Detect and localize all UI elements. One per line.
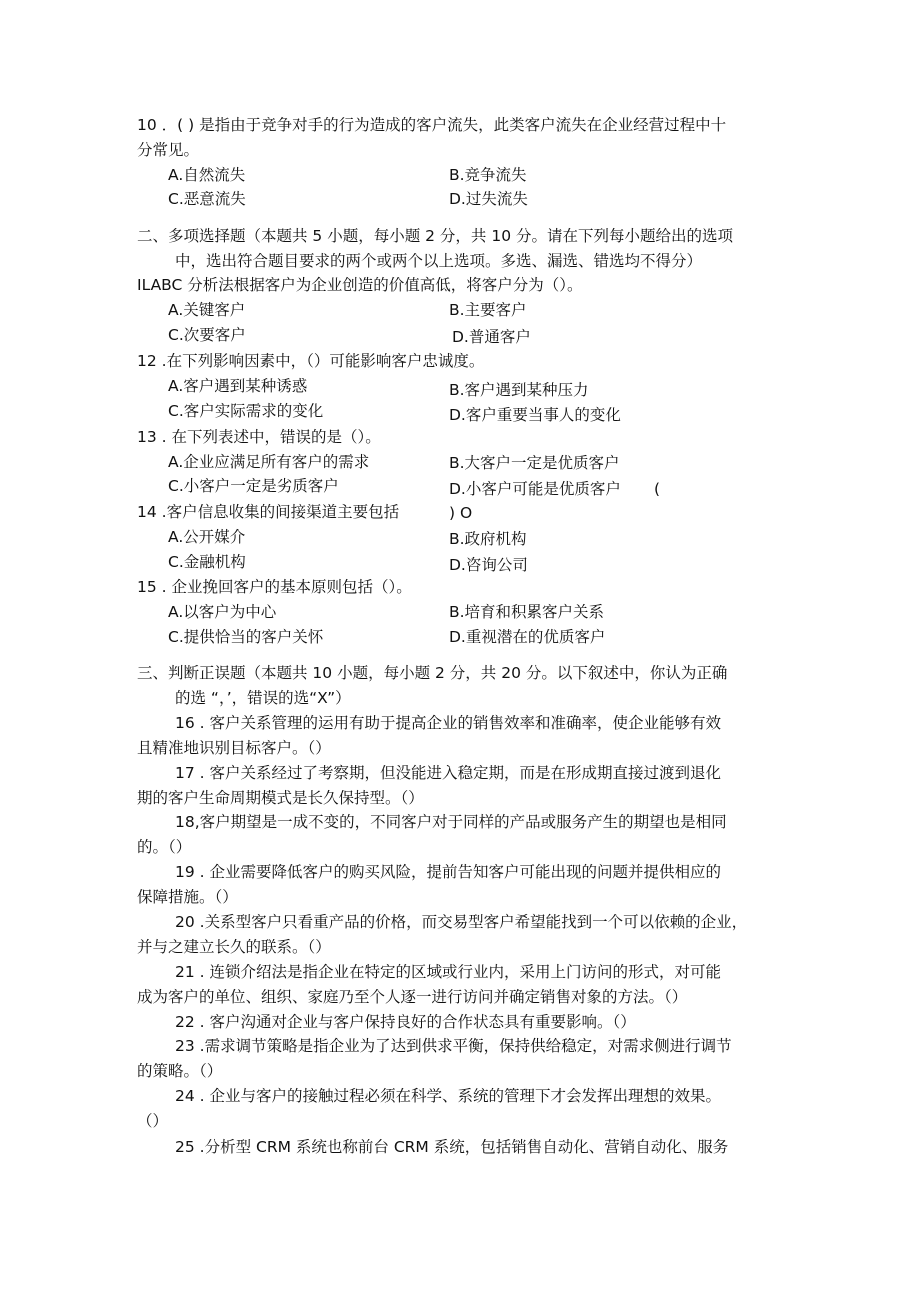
q15-option-d: D.重视潜在的优质客户 — [449, 628, 606, 646]
q15-option-a: A.以客户为中心 — [168, 603, 277, 621]
q10-option-d: D.过失流失 — [449, 190, 528, 208]
q12-option-d: D.客户重要当事人的变化 — [449, 406, 621, 424]
answer-paren-open: ( — [654, 480, 661, 498]
q18-line1: 18,客户期望是一成不变的，不同客户对于同样的产品或服务产生的期望也是相同 — [175, 813, 727, 831]
q10-line1: 10 ．( ) 是指由于竞争对手的行为造成的客户流失，此类客户流失在企业经营过程中十 — [137, 116, 727, 134]
q18-line2: 的。（） — [137, 838, 192, 856]
q14-option-c: C.金融机构 — [168, 553, 246, 571]
q14-stem: 14 .客户信息收集的间接渠道主要包括 — [137, 503, 400, 521]
q12-option-c: C.客户实际需求的变化 — [168, 402, 324, 420]
answer-paren-close: ) O — [449, 504, 473, 522]
q23-line1: 23 .需求调节策略是指企业为了达到供求平衡，保持供给稳定，对需求侧进行调节 — [175, 1037, 732, 1055]
q10-option-c: C.恶意流失 — [168, 190, 246, 208]
q14-option-a: A.公开媒介 — [168, 528, 246, 546]
q12-stem: 12 .在下列影响因素中，（）可能影响客户忠诚度。 — [137, 352, 485, 370]
q12-option-b: B.客户遇到某种压力 — [449, 381, 589, 399]
q14-option-b: B.政府机构 — [449, 530, 527, 548]
q21-line1: 21 . 连锁介绍法是指企业在特定的区域或行业内，采用上门访问的形式，对可能 — [175, 963, 722, 981]
q11-option-d: D.普通客户 — [452, 328, 531, 346]
q22-line1: 22 . 客户沟通对企业与客户保持良好的合作状态具有重要影响。（） — [175, 1013, 636, 1031]
q25-line1: 25 .分析型 CRM 系统也称前台 CRM 系统，包括销售自动化、营销自动化、服务 — [175, 1138, 729, 1156]
section2-heading-line1: 二、多项选择题（本题共 5 小题，每小题 2 分，共 10 分。请在下列每小题给出的选项 — [137, 227, 734, 245]
q19-line1: 19 . 企业需要降低客户的购买风险，提前告知客户可能出现的问题并提供相应的 — [175, 863, 722, 881]
section3-heading-line1: 三、判断正误题（本题共 10 小题，每小题 2 分，共 20 分。以下叙述中，你认为正确 — [137, 664, 728, 682]
q11-option-c: C.次要客户 — [168, 326, 246, 344]
q23-line2: 的策略。（） — [137, 1062, 223, 1080]
q16-line2: 且精准地识别目标客户。（） — [137, 739, 331, 757]
q10-option-b: B.竞争流失 — [449, 166, 527, 184]
q11-option-a: A.关键客户 — [168, 301, 246, 319]
q24-line1: 24 . 企业与客户的接触过程必须在科学、系统的管理下才会发挥出理想的效果。 — [175, 1087, 722, 1105]
q13-option-c: C.小客户一定是劣质客户 — [168, 477, 339, 495]
q12-option-a: A.客户遇到某种诱惑 — [168, 377, 308, 395]
q17-line2: 期的客户生命周期模式是长久保持型。（） — [137, 789, 424, 807]
q13-option-b: B.大客户一定是优质客户 — [449, 454, 620, 472]
q13-option-d: D.小客户可能是优质客户 — [449, 480, 621, 498]
q14-option-d: D.咨询公司 — [449, 556, 528, 574]
q13-option-a: A.企业应满足所有客户的需求 — [168, 453, 370, 471]
q15-option-c: C.提供恰当的客户关怀 — [168, 628, 324, 646]
section2-heading-line2: 中，选出符合题目要求的两个或两个以上选项。多选、漏选、错选均不得分） — [175, 252, 703, 270]
q21-line2: 成为客户的单位、组织、家庭乃至个人逐一进行访问并确定销售对象的方法。（） — [137, 988, 688, 1006]
q19-line2: 保障措施。（） — [137, 888, 238, 906]
q20-line2: 并与之建立长久的联系。（） — [137, 938, 331, 956]
q17-line1: 17 . 客户关系经过了考察期，但没能进入稳定期，而是在形成期直接过渡到退化 — [175, 764, 722, 782]
q15-stem: 15 . 企业挽回客户的基本原则包括（）。 — [137, 578, 412, 596]
q20-line1: 20 .关系型客户只看重产品的价格，而交易型客户希望能找到一个可以依赖的企业， — [175, 913, 748, 931]
q10-option-a: A.自然流失 — [168, 166, 246, 184]
q24-line2: （） — [137, 1112, 169, 1130]
q11-stem: ILABC 分析法根据客户为企业创造的价值高低，将客户分为（）。 — [137, 276, 583, 294]
section3-heading-line2: 的选 “，’，错误的选“X”） — [175, 689, 351, 707]
q15-option-b: B.培育和积累客户关系 — [449, 603, 605, 621]
q11-option-b: B.主要客户 — [449, 301, 527, 319]
q10-line2: 分常见。 — [137, 141, 200, 159]
q13-stem: 13 . 在下列表述中，错误的是（）。 — [137, 428, 381, 446]
q16-line1: 16 . 客户关系管理的运用有助于提高企业的销售效率和准确率，使企业能够有效 — [175, 714, 722, 732]
